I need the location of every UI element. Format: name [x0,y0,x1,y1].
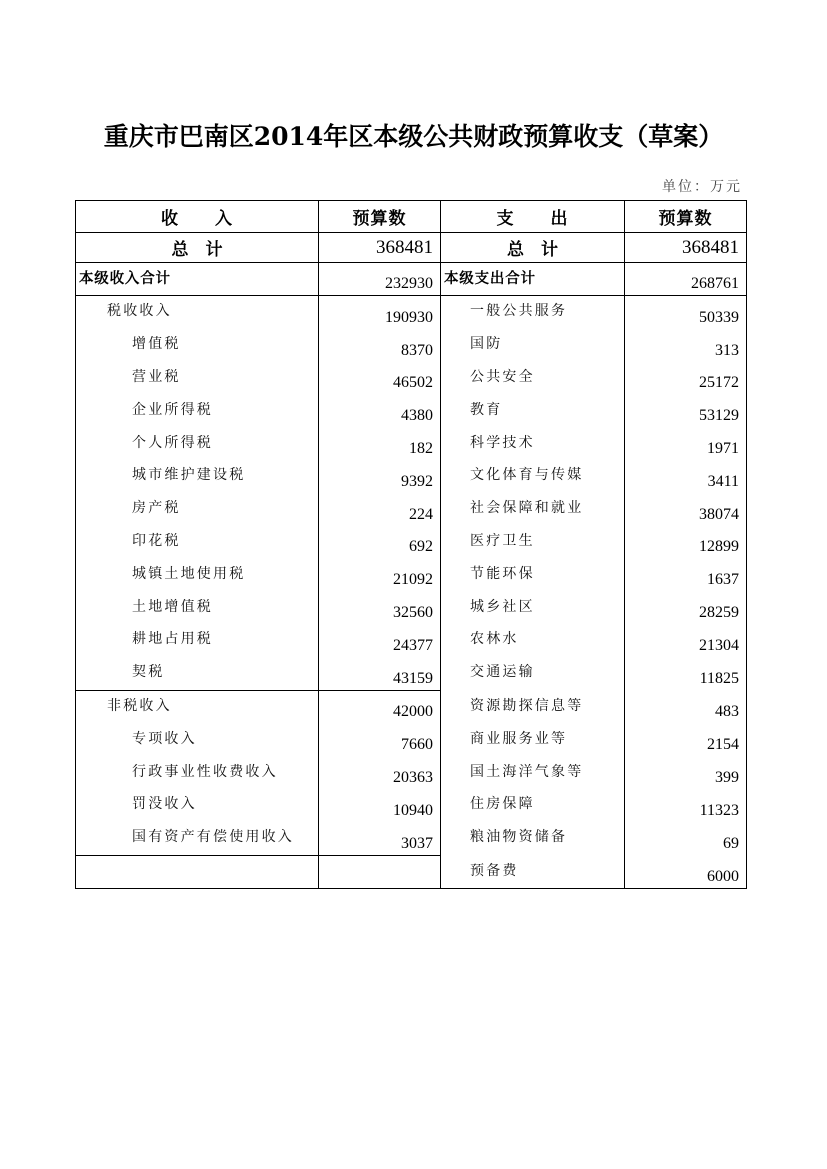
income-column-header: 收 入 [76,201,319,233]
income-total-value: 368481 [319,233,441,263]
income-item-value: 43159 [319,657,441,690]
income-item-label: 耕地占用税 [76,624,319,657]
grand-total-row [76,233,747,263]
table-row [76,756,747,789]
table-row [76,427,747,460]
expense-item-value: 1637 [625,558,747,591]
income-item-value: 24377 [319,624,441,657]
table-row [76,822,747,855]
table-row [76,624,747,657]
empty-cell [76,855,319,889]
expense-item-label: 城乡社区 [441,591,625,624]
expense-total-label: 总 计 [441,233,625,263]
income-item-label: 印花税 [76,526,319,559]
expense-level-total-label: 本级支出合计 [441,263,625,296]
header-row [76,201,747,233]
income-item-value: 224 [319,493,441,526]
expense-item-label: 教育 [441,394,625,427]
expense-item-label: 商业服务业等 [441,723,625,756]
table-row [76,296,747,329]
income-item-value: 3037 [319,822,441,855]
income-total-label: 总 计 [76,233,319,263]
income-category-label: 非税收入 [76,690,319,723]
expense-item-label: 住房保障 [441,789,625,822]
income-item-label: 城镇土地使用税 [76,558,319,591]
expense-item-value: 11825 [625,657,747,690]
unit-label: 单位：万元 [662,179,742,195]
income-item-value: 182 [319,427,441,460]
expense-item-value: 38074 [625,493,747,526]
expense-item-label: 预备费 [441,855,625,889]
table-row [76,394,747,427]
expense-item-label: 资源勘探信息等 [441,690,625,723]
income-item-label: 个人所得税 [76,427,319,460]
income-category-label: 税收收入 [76,296,319,329]
expense-item-value: 69 [625,822,747,855]
expense-item-label: 科学技术 [441,427,625,460]
income-item-label: 行政事业性收费收入 [76,756,319,789]
expense-item-value: 6000 [625,855,747,889]
income-item-value: 46502 [319,362,441,395]
table-row [76,591,747,624]
expense-item-label: 公共安全 [441,362,625,395]
table-row [76,362,747,395]
expense-item-value: 50339 [625,296,747,329]
expense-column-header: 支 出 [441,201,625,233]
income-item-value: 9392 [319,460,441,493]
income-item-value: 10940 [319,789,441,822]
level-total-row [76,263,747,296]
income-category-value: 42000 [319,690,441,723]
expense-item-label: 社会保障和就业 [441,493,625,526]
income-item-label: 营业税 [76,362,319,395]
expense-item-value: 12899 [625,526,747,559]
expense-item-value: 2154 [625,723,747,756]
income-item-value: 21092 [319,558,441,591]
table-row [76,526,747,559]
expense-item-value: 21304 [625,624,747,657]
expense-item-label: 文化体育与传媒 [441,460,625,493]
expense-item-value: 25172 [625,362,747,395]
expense-item-label: 农林水 [441,624,625,657]
page-title: 重庆市巴南区2014年区本级公共财政预算收支（草案） [103,122,724,151]
income-item-value: 20363 [319,756,441,789]
expense-item-value: 28259 [625,591,747,624]
expense-item-value: 3411 [625,460,747,493]
expense-item-label: 国防 [441,329,625,362]
expense-item-label: 粮油物资储备 [441,822,625,855]
income-item-label: 城市维护建设税 [76,460,319,493]
table-row [76,657,747,690]
income-item-value: 7660 [319,723,441,756]
expense-total-value: 368481 [625,233,747,263]
income-level-total-label: 本级收入合计 [76,263,319,296]
expense-item-value: 53129 [625,394,747,427]
table-row [76,460,747,493]
table-row [76,493,747,526]
table-row [76,789,747,822]
expense-item-value: 1971 [625,427,747,460]
expense-item-value: 483 [625,690,747,723]
expense-item-label: 交通运输 [441,657,625,690]
empty-cell [319,855,441,889]
expense-item-label: 国土海洋气象等 [441,756,625,789]
expense-item-value: 313 [625,329,747,362]
income-item-label: 契税 [76,657,319,690]
income-item-label: 国有资产有偿使用收入 [76,822,319,855]
income-item-value: 692 [319,526,441,559]
income-item-value: 8370 [319,329,441,362]
income-level-total-value: 232930 [319,263,441,296]
income-budget-column-header: 预算数 [319,201,441,233]
expense-item-label: 节能环保 [441,558,625,591]
table-row [76,329,747,362]
expense-budget-column-header: 预算数 [625,201,747,233]
income-category-value: 190930 [319,296,441,329]
income-item-label: 罚没收入 [76,789,319,822]
income-item-value: 32560 [319,591,441,624]
table-row [76,690,747,723]
table-row [76,558,747,591]
income-item-label: 企业所得税 [76,394,319,427]
expense-item-label: 一般公共服务 [441,296,625,329]
income-item-label: 增值税 [76,329,319,362]
income-item-value: 4380 [319,394,441,427]
expense-level-total-value: 268761 [625,263,747,296]
income-item-label: 专项收入 [76,723,319,756]
income-item-label: 房产税 [76,493,319,526]
income-item-label: 土地增值税 [76,591,319,624]
expense-item-value: 11323 [625,789,747,822]
table-row [76,855,747,889]
expense-item-label: 医疗卫生 [441,526,625,559]
budget-table [75,200,747,889]
table-row [76,723,747,756]
expense-item-value: 399 [625,756,747,789]
